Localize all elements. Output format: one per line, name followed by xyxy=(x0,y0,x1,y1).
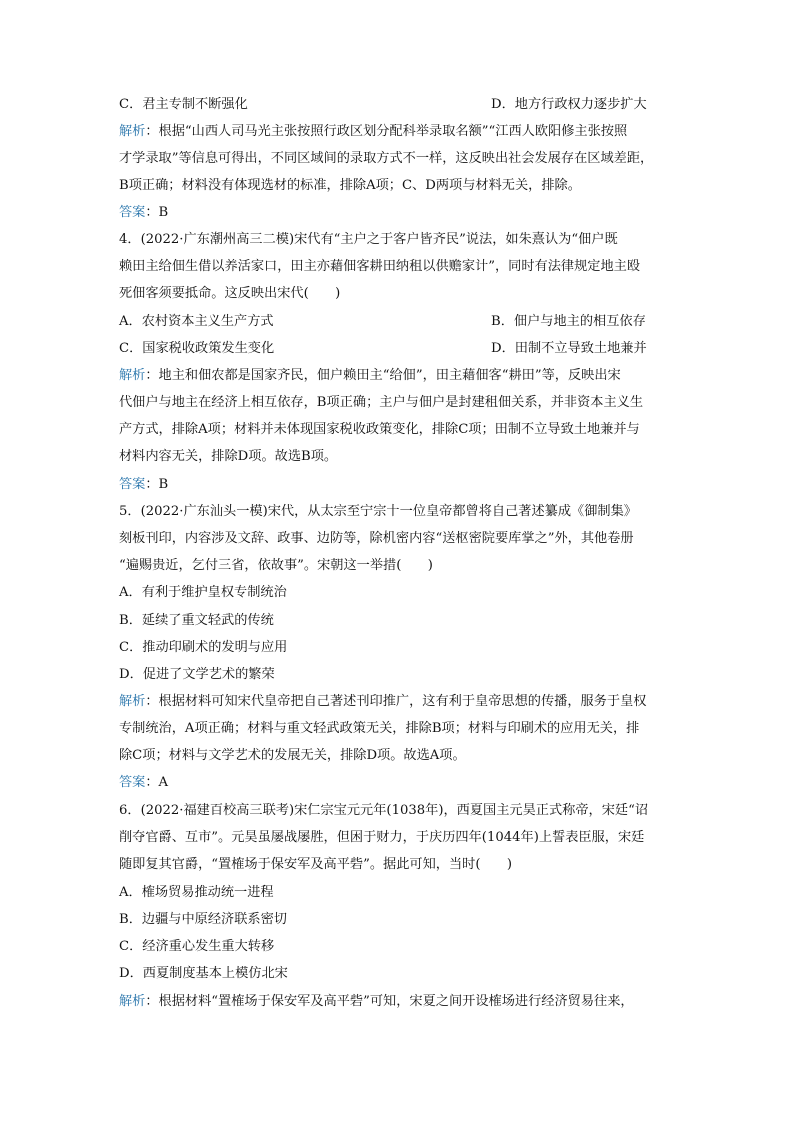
answer-label: 答案 xyxy=(119,205,146,220)
q6-option-c: C．经济重心发生重大转移 xyxy=(119,939,275,954)
answer-label: 答案 xyxy=(119,477,146,492)
q6-stem-line-2: 削夺官爵、互市”。元昊虽屡战屡胜，但困于财力，于庆历四年(1044年)上誓表臣服，宋廷 xyxy=(119,830,645,845)
q6-option-a: A．榷场贸易推动统一进程 xyxy=(119,885,274,900)
q4-options-row-2 xyxy=(119,340,679,358)
q5-option-a: A．有利于维护皇权专制统治 xyxy=(119,585,287,600)
answer-label: 答案 xyxy=(119,775,146,790)
q3-answer xyxy=(119,204,679,222)
q4-answer xyxy=(119,476,679,494)
q3-analysis-line-1 xyxy=(119,123,679,141)
analysis-label: 解析 xyxy=(119,694,146,709)
q3-option-c: C．君主专制不断强化 xyxy=(119,97,248,112)
q4-option-c: C．国家税收政策发生变化 xyxy=(119,341,275,356)
analysis-text: ：根据材料可知宋代皇帝把自己著述刊印推广，这有利于皇帝思想的传播，服务于皇权 xyxy=(145,694,647,709)
q6-stem-line-3: 随即复其官爵，“置榷场于保安军及高平砦”。据此可知，当时( ) xyxy=(119,857,513,872)
q5-option-c: C．推动印刷术的发明与应用 xyxy=(119,640,288,655)
q4-analysis-line-4: 材料内容无关，排除D项。故选B项。 xyxy=(119,449,338,464)
q4-stem-line-2: 赖田主给佃生借以养活家口，田主亦藉佃客耕田纳租以供赡家计”，同时有法律规定地主殴 xyxy=(119,259,641,274)
analysis-label: 解析 xyxy=(119,994,146,1009)
q5-analysis-line-2: 专制统治，A项正确；材料与重文轻武政策无关，排除B项；材料与印刷术的应用无关，排 xyxy=(119,721,640,736)
q3-options-row xyxy=(119,96,679,114)
q4-analysis-line-3: 产方式，排除A项；材料并未体现国家税收政策变化，排除C项；田制不立导致土地兼并与 xyxy=(119,422,640,437)
analysis-text: ：根据“山西人司马光主张按照行政区划分配科举录取名额”“江西人欧阳修主张按照 xyxy=(145,124,628,139)
analysis-label: 解析 xyxy=(119,368,146,383)
q4-options-row-1 xyxy=(119,313,679,331)
q4-option-a: A．农村资本主义生产方式 xyxy=(119,314,274,329)
q4-stem-line-3: 死佃客须要抵命。这反映出宋代( ) xyxy=(119,286,341,301)
q4-analysis-line-1 xyxy=(119,367,679,385)
q4-analysis-line-2: 代佃户与地主在经济上相互依存，B项正确；主户与佃户是封建租佃关系，并非资本主义生 xyxy=(119,395,643,410)
answer-value: ：B xyxy=(145,205,169,220)
q6-option-b: B．边疆与中原经济联系密切 xyxy=(119,912,287,927)
q3-analysis-line-3: B项正确；材料没有体现选材的标准，排除A项；C、D两项与材料无关，排除。 xyxy=(119,178,581,193)
q4-option-b: B．佃户与地主的相互依存 xyxy=(491,314,646,329)
analysis-text: ：根据材料“置榷场于保安军及高平砦”可知，宋夏之间开设榷场进行经济贸易往来， xyxy=(145,994,634,1009)
q5-stem-line-1: 5．(2022·广东汕头一模)宋代，从太宗至宁宗十一位皇帝都曾将自己著述纂成《御制集》 xyxy=(119,504,637,519)
q5-stem-line-3: “遍赐贵近，乞付三省，依故事”。宋朝这一举措( ) xyxy=(119,558,433,573)
q5-answer xyxy=(119,774,679,792)
q5-option-b: B．延续了重文轻武的传统 xyxy=(119,613,274,628)
analysis-label: 解析 xyxy=(119,124,146,139)
q4-stem-line-1: 4．(2022·广东潮州高三二模)宋代有“主户之于客户皆齐民”说法，如朱熹认为“佃户既 xyxy=(119,232,618,247)
q6-option-d: D．西夏制度基本上模仿北宋 xyxy=(119,966,288,981)
q5-analysis-line-3: 除C项；材料与文学艺术的发展无关，排除D项。故选A项。 xyxy=(119,748,466,763)
q3-option-d: D．地方行政权力逐步扩大 xyxy=(491,97,647,112)
answer-value: ：B xyxy=(145,477,169,492)
q5-option-d: D．促进了文学艺术的繁荣 xyxy=(119,667,275,682)
q4-option-d: D．田制不立导致土地兼并 xyxy=(491,341,647,356)
answer-value: ：A xyxy=(145,775,169,790)
analysis-text: ：地主和佃农都是国家齐民，佃户赖田主“给佃”，田主藉佃客“耕田”等，反映出宋 xyxy=(145,368,621,383)
q3-analysis-line-2: 才学录取”等信息可得出，不同区域间的录取方式不一样，这反映出社会发展存在区域差距， xyxy=(119,151,654,166)
q6-analysis-line-1 xyxy=(119,993,679,1011)
q5-stem-line-2: 刻板刊印，内容涉及文辞、政事、边防等，除机密内容“送枢密院要库掌之”外，其他卷册 xyxy=(119,531,634,546)
q5-analysis-line-1 xyxy=(119,693,679,711)
q6-stem-line-1: 6．(2022·福建百校高三联考)宋仁宗宝元元年(1038年)，西夏国主元昊正式称帝，宋廷“诏 xyxy=(119,803,649,818)
